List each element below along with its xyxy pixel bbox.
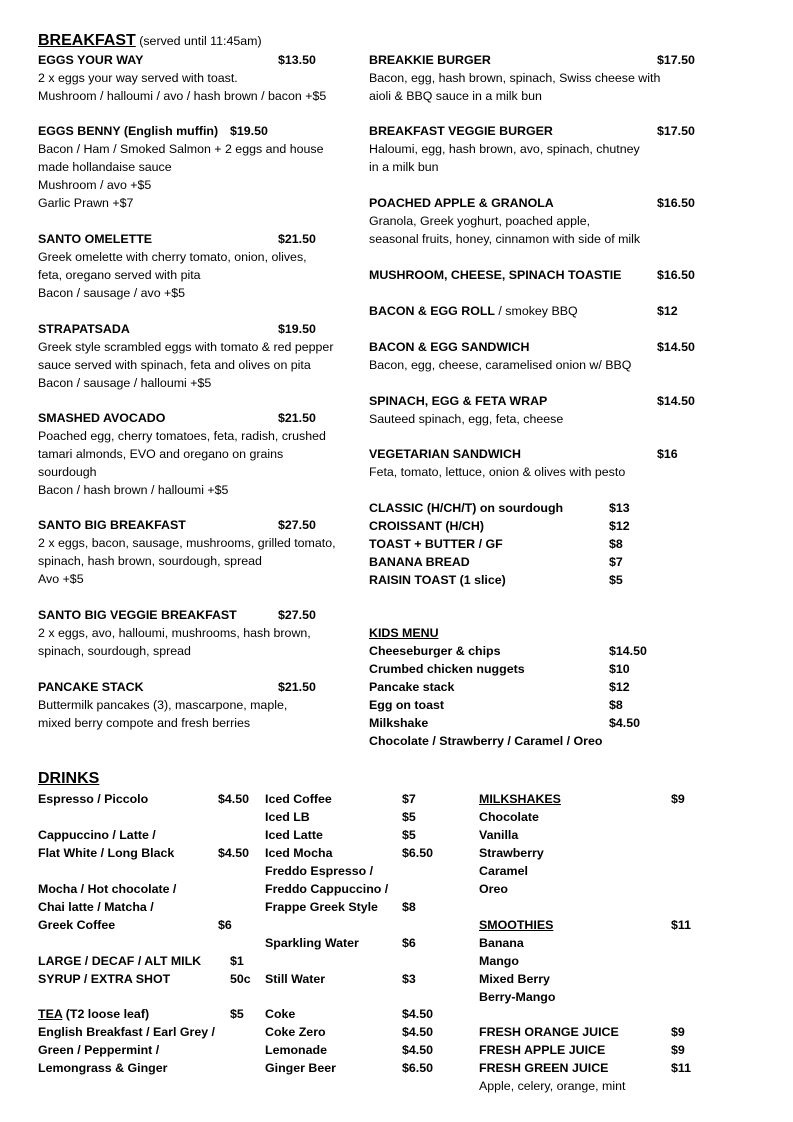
item-name: EGGS BENNY (English muffin) (38, 124, 219, 138)
item-desc: spinach, hash brown, sourdough, spread (38, 554, 262, 568)
drink-name: Iced Coffee (265, 792, 332, 806)
drink-price: $6.50 (402, 846, 434, 860)
drink-name: Frappe Greek Style (265, 900, 378, 914)
drink-price: $6.50 (402, 1061, 434, 1075)
item-name: SPINACH, EGG & FETA WRAP (369, 394, 548, 408)
tea-label: TEA (38, 1007, 63, 1021)
juice-price: $11 (671, 1061, 691, 1075)
kids-item-price: $4.50 (609, 716, 641, 730)
item-desc: Bacon / sausage / avo +$5 (38, 286, 186, 300)
item-desc: Greek style scrambled eggs with tomato & red pepper (38, 340, 334, 354)
drink-name: Ginger Beer (265, 1061, 336, 1075)
kids-item-price: $10 (609, 662, 630, 676)
smoothie-flavour: Mixed Berry (479, 972, 550, 986)
green-juice-note: Apple, celery, orange, mint (479, 1079, 626, 1093)
tea-row (38, 1005, 149, 1023)
kids-item-price: $8 (609, 698, 623, 712)
drink-price: $4.50 (402, 1025, 434, 1039)
item-desc: Feta, tomato, lettuce, onion & olives with pesto (369, 465, 626, 479)
drink-name: Iced Mocha (265, 846, 333, 860)
drink-name: Cappuccino / Latte / (38, 828, 156, 842)
juice-name: FRESH GREEN JUICE (479, 1061, 609, 1075)
drink-price: 50c (230, 972, 251, 986)
drink-name: Lemongrass & Ginger (38, 1061, 168, 1075)
item-desc: in a milk bun (369, 160, 439, 174)
juice-price: $9 (671, 1025, 685, 1039)
juice-price: $9 (671, 1043, 685, 1057)
drink-price: $6 (402, 936, 416, 950)
milkshake-flavour: Strawberry (479, 846, 544, 860)
drink-name: Iced LB (265, 810, 310, 824)
milkshakes-heading: MILKSHAKES (479, 792, 561, 806)
breakfast-header (38, 31, 262, 51)
milkshake-flavour: Vanilla (479, 828, 519, 842)
drink-name: Greek Coffee (38, 918, 116, 932)
smoothie-flavour: Berry-Mango (479, 990, 556, 1004)
item-desc: 2 x eggs, avo, halloumi, mushrooms, hash brown, (38, 626, 311, 640)
item-desc: Bacon / Ham / Smoked Salmon + 2 eggs and house (38, 142, 324, 156)
drink-price: $4.50 (218, 792, 250, 806)
item-desc: Avo +$5 (38, 572, 84, 586)
item-price: $14.50 (657, 340, 695, 354)
toast-name: TOAST + BUTTER / GF (369, 537, 503, 551)
toast-price: $13 (609, 501, 630, 515)
item-desc: Haloumi, egg, hash brown, avo, spinach, chutney (369, 142, 640, 156)
item-desc: Mushroom / halloumi / avo / hash brown / bacon +$5 (38, 89, 327, 103)
item-desc: Bacon, egg, cheese, caramelised onion w/ BBQ (369, 358, 632, 372)
item-price: $27.50 (278, 518, 316, 532)
item-desc: sourdough (38, 465, 97, 479)
drink-price: $1 (230, 954, 244, 968)
kids-item-name: Crumbed chicken nuggets (369, 662, 525, 676)
drink-name: Lemonade (265, 1043, 327, 1057)
item-desc: Bacon / hash brown / halloumi +$5 (38, 483, 229, 497)
item-name: SANTO OMELETTE (38, 232, 153, 246)
item-suffix: / smokey BBQ (494, 304, 578, 318)
item-desc: made hollandaise sauce (38, 160, 172, 174)
item-name: SANTO BIG BREAKFAST (38, 518, 186, 532)
drink-name: Sparkling Water (265, 936, 359, 950)
item-price: $16.50 (657, 268, 695, 282)
toast-price: $5 (609, 573, 623, 587)
item-desc: Mushroom / avo +$5 (38, 178, 152, 192)
tea-suffix: (T2 loose leaf) (62, 1007, 150, 1021)
item-name-row (369, 302, 578, 320)
item-desc: spinach, sourdough, spread (38, 644, 191, 658)
smoothies-price: $11 (671, 918, 691, 932)
item-desc: Greek omelette with cherry tomato, onion, olives, (38, 250, 307, 264)
item-name: MUSHROOM, CHEESE, SPINACH TOASTIE (369, 268, 622, 282)
drink-name: SYRUP / EXTRA SHOT (38, 972, 171, 986)
smoothie-flavour: Mango (479, 954, 519, 968)
drink-price: $5 (402, 810, 416, 824)
drink-name: English Breakfast / Earl Grey / (38, 1025, 215, 1039)
item-desc: aioli & BBQ sauce in a milk bun (369, 89, 542, 103)
milkshake-flavour: Chocolate (479, 810, 539, 824)
kids-item-price: $12 (609, 680, 630, 694)
item-desc: Sauteed spinach, egg, feta, cheese (369, 412, 564, 426)
milkshakes-price: $9 (671, 792, 685, 806)
drink-price: $5 (402, 828, 416, 842)
toast-name: CLASSIC (H/CH/T) on sourdough (369, 501, 564, 515)
item-desc: Granola, Greek yoghurt, poached apple, (369, 214, 591, 228)
juice-name: FRESH ORANGE JUICE (479, 1025, 619, 1039)
drink-price: $4.50 (402, 1007, 434, 1021)
item-name: STRAPATSADA (38, 322, 130, 336)
item-name: SMASHED AVOCADO (38, 411, 166, 425)
drink-name: Freddo Espresso / (265, 864, 374, 878)
toast-name: BANANA BREAD (369, 555, 470, 569)
kids-item-name: Egg on toast (369, 698, 445, 712)
toast-name: RAISIN TOAST (1 slice) (369, 573, 506, 587)
item-price: $14.50 (657, 394, 695, 408)
item-desc: Buttermilk pancakes (3), mascarpone, maple, (38, 698, 288, 712)
item-desc: Bacon, egg, hash brown, spinach, Swiss cheese with (369, 71, 661, 85)
drink-price: $6 (218, 918, 232, 932)
item-desc: mixed berry compote and fresh berries (38, 716, 251, 730)
item-price: $17.50 (657, 53, 695, 67)
item-price: $19.50 (230, 124, 268, 138)
toast-price: $7 (609, 555, 623, 569)
item-name: SANTO BIG VEGGIE BREAKFAST (38, 608, 237, 622)
item-price: $21.50 (278, 232, 316, 246)
item-price: $21.50 (278, 411, 316, 425)
item-name: BREAKKIE BURGER (369, 53, 491, 67)
drinks-heading: DRINKS (38, 770, 100, 787)
juice-name: FRESH APPLE JUICE (479, 1043, 606, 1057)
drink-name: Flat White / Long Black (38, 846, 175, 860)
toast-price: $12 (609, 519, 630, 533)
kids-item-price: $14.50 (609, 644, 647, 658)
smoothies-heading: SMOOTHIES (479, 918, 554, 932)
drink-name: Coke Zero (265, 1025, 326, 1039)
item-desc: Bacon / sausage / halloumi +$5 (38, 376, 212, 390)
drink-name: Mocha / Hot chocolate / (38, 882, 177, 896)
item-price: $27.50 (278, 608, 316, 622)
kids-item-name: Pancake stack (369, 680, 455, 694)
drink-price: $7 (402, 792, 416, 806)
drink-name: LARGE / DECAF / ALT MILK (38, 954, 202, 968)
drink-name: Iced Latte (265, 828, 323, 842)
item-price: $21.50 (278, 680, 316, 694)
drink-price: $4.50 (218, 846, 250, 860)
drink-name: Freddo Cappuccino / (265, 882, 389, 896)
breakfast-note: (served until 11:45am) (139, 34, 262, 48)
kids-milkshake-flavours: Chocolate / Strawberry / Caramel / Oreo (369, 734, 603, 748)
drink-price: $4.50 (402, 1043, 434, 1057)
drink-price: $5 (230, 1007, 244, 1021)
kids-heading: KIDS MENU (369, 626, 439, 640)
kids-item-name: Cheeseburger & chips (369, 644, 501, 658)
item-desc: seasonal fruits, honey, cinnamon with side of milk (369, 232, 641, 246)
item-price: $13.50 (278, 53, 316, 67)
drink-price: $8 (402, 900, 416, 914)
item-desc: sauce served with spinach, feta and olives on pita (38, 358, 311, 372)
item-name: BREAKFAST VEGGIE BURGER (369, 124, 553, 138)
item-price: $16.50 (657, 196, 695, 210)
item-price: $17.50 (657, 124, 695, 138)
drink-name: Espresso / Piccolo (38, 792, 149, 806)
item-desc: tamari almonds, EVO and oregano on grains (38, 447, 284, 461)
drink-name: Chai latte / Matcha / (38, 900, 154, 914)
item-name: VEGETARIAN SANDWICH (369, 447, 521, 461)
drink-price: $3 (402, 972, 416, 986)
toast-price: $8 (609, 537, 623, 551)
item-name: EGGS YOUR WAY (38, 53, 144, 67)
item-name: POACHED APPLE & GRANOLA (369, 196, 554, 210)
milkshake-flavour: Caramel (479, 864, 528, 878)
kids-item-name: Milkshake (369, 716, 429, 730)
drink-name: Green / Peppermint / (38, 1043, 160, 1057)
item-price: $12 (657, 304, 678, 318)
smoothie-flavour: Banana (479, 936, 524, 950)
item-name: BACON & EGG SANDWICH (369, 340, 530, 354)
item-desc: 2 x eggs your way served with toast. (38, 71, 238, 85)
item-name: BACON & EGG ROLL (369, 304, 495, 318)
drink-name: Still Water (265, 972, 326, 986)
item-desc: Garlic Prawn +$7 (38, 196, 134, 210)
item-desc: 2 x eggs, bacon, sausage, mushrooms, grilled tomato, (38, 536, 336, 550)
drink-name: Coke (265, 1007, 296, 1021)
breakfast-heading: BREAKFAST (38, 32, 136, 49)
item-name: PANCAKE STACK (38, 680, 144, 694)
item-price: $16 (657, 447, 678, 461)
milkshake-flavour: Oreo (479, 882, 508, 896)
item-price: $19.50 (278, 322, 316, 336)
item-desc: feta, oregano served with pita (38, 268, 201, 282)
toast-name: CROISSANT (H/CH) (369, 519, 484, 533)
item-desc: Poached egg, cherry tomatoes, feta, radish, crushed (38, 429, 326, 443)
